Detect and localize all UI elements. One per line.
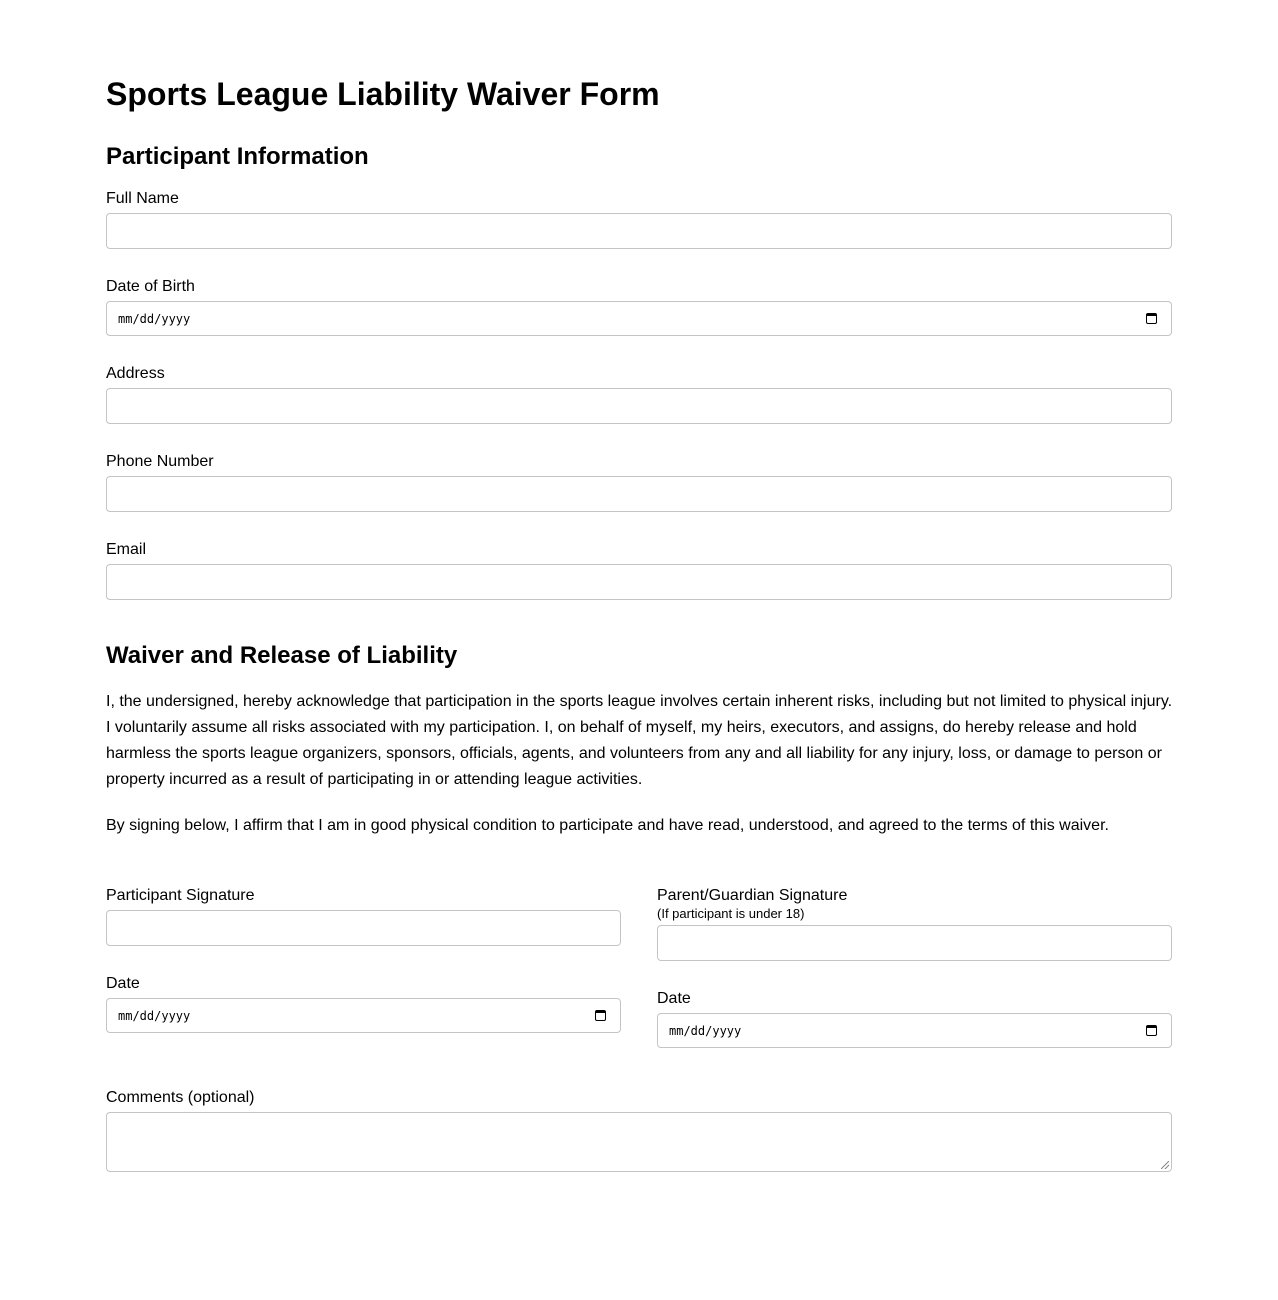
date-of-birth-label: Date of Birth	[106, 278, 195, 295]
address-label: Address	[106, 365, 165, 382]
waiver-section-heading: Waiver and Release of Liability	[106, 642, 458, 669]
guardian-signature-label: Parent/Guardian Signature	[657, 887, 848, 904]
participant-date-label: Date	[106, 975, 140, 992]
affirmation-paragraph: By signing below, I affirm that I am in good physical condition to participate and have read, understood, and agreed to the terms of this waiver.	[106, 817, 1109, 834]
date-of-birth-input[interactable]	[106, 301, 1172, 336]
participant-signature-input[interactable]	[106, 910, 621, 946]
participant-date-input[interactable]	[106, 998, 621, 1033]
comments-textarea[interactable]	[106, 1112, 1172, 1172]
calendar-icon[interactable]	[595, 1010, 606, 1021]
email-label: Email	[106, 541, 147, 558]
guardian-date-label: Date	[657, 990, 691, 1007]
date-of-birth-placeholder: mm/dd/yyyy	[118, 312, 191, 326]
guardian-signature-input[interactable]	[657, 925, 1172, 961]
comments-label: Comments (optional)	[106, 1089, 255, 1106]
phone-number-label: Phone Number	[106, 453, 214, 470]
waiver-paragraph: I, the undersigned, hereby acknowledge that participation in the sports league involves certain inherent risks, including but not limited to physical injury. I voluntarily assume all risks associated with my participation. I, on behalf of myself, my heirs, executors, and assigns, do hereby release and hold harmless the sports league organizers, sponsors, officials, agents, and volunteers from any and all liability for any injury, loss, or damage to person or property incurred as a result of participating in or attending league activities.	[106, 693, 1173, 788]
page-title: Sports League Liability Waiver Form	[106, 76, 660, 112]
guardian-signature-note: (If participant is under 18)	[657, 906, 805, 921]
calendar-icon[interactable]	[1146, 313, 1157, 324]
participant-signature-label: Participant Signature	[106, 887, 255, 904]
participant-section-heading: Participant Information	[106, 143, 369, 170]
full-name-input[interactable]	[106, 213, 1172, 249]
resize-grip-icon[interactable]	[1161, 1161, 1169, 1169]
address-input[interactable]	[106, 388, 1172, 424]
phone-number-input[interactable]	[106, 476, 1172, 512]
full-name-label: Full Name	[106, 190, 179, 207]
guardian-date-placeholder: mm/dd/yyyy	[669, 1024, 742, 1038]
guardian-date-input[interactable]	[657, 1013, 1172, 1048]
email-input[interactable]	[106, 564, 1172, 600]
calendar-icon[interactable]	[1146, 1025, 1157, 1036]
participant-date-placeholder: mm/dd/yyyy	[118, 1009, 191, 1023]
